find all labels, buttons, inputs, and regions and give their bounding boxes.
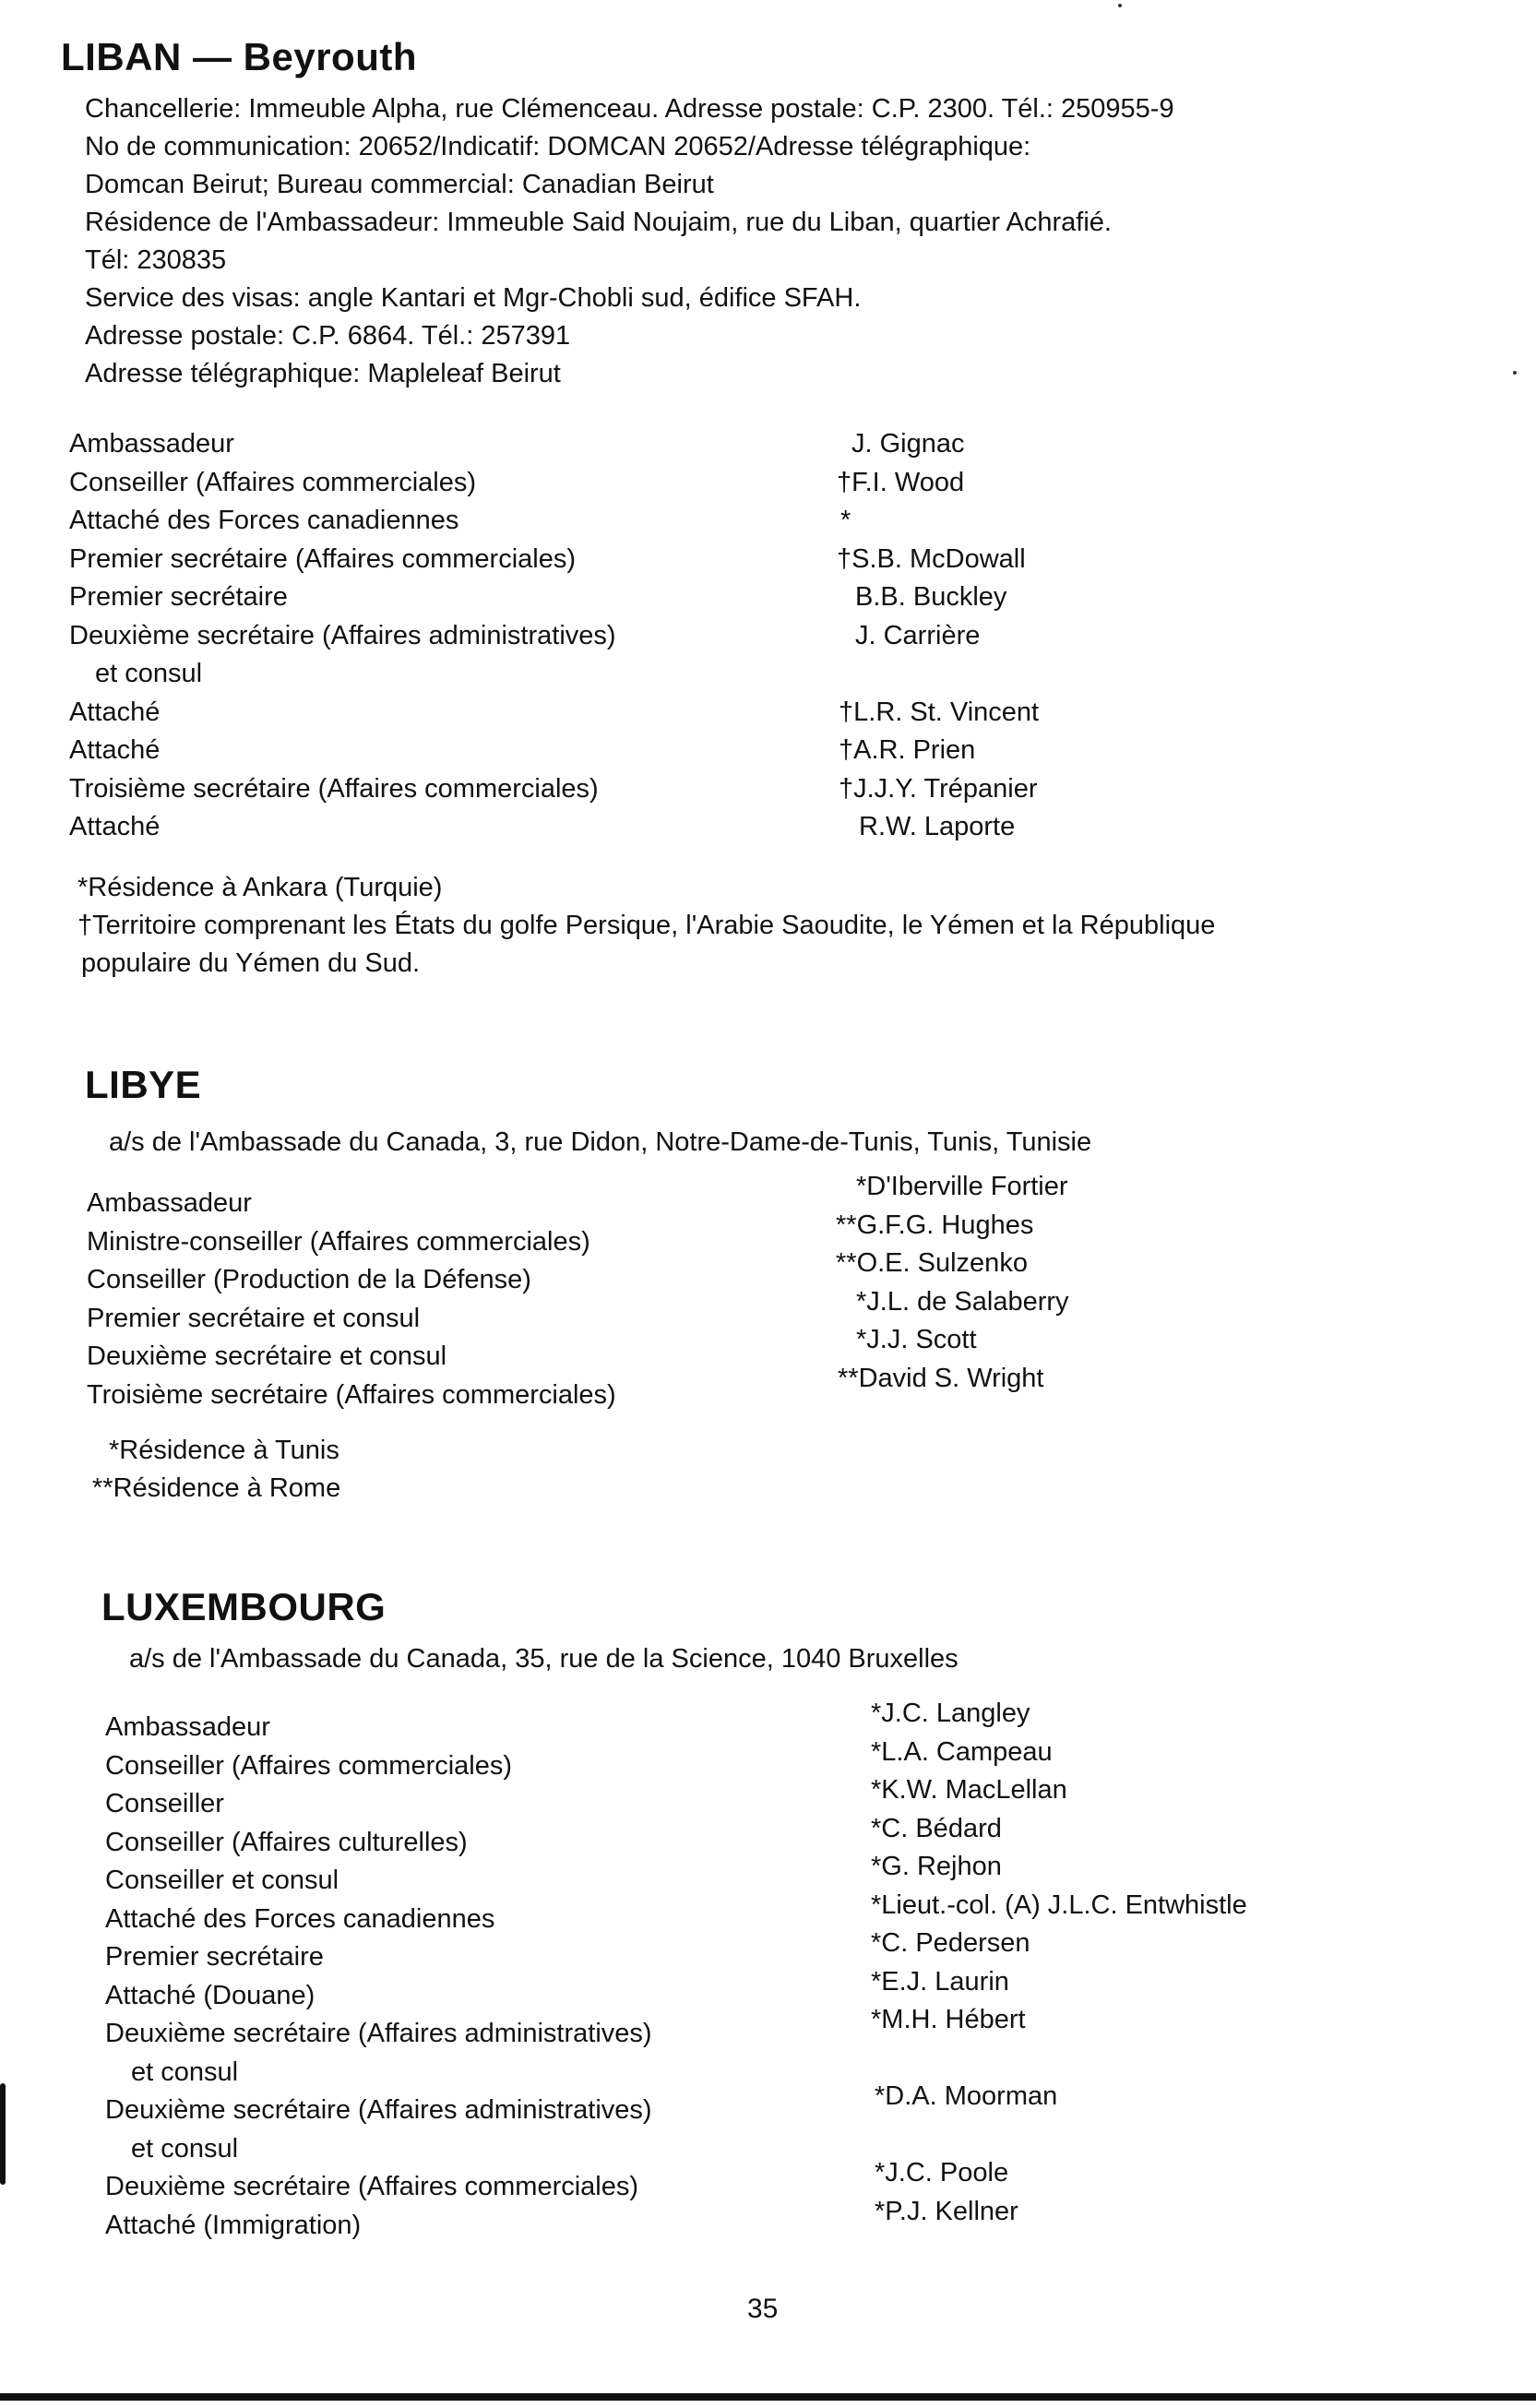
staff-name: †A.R. Prien bbox=[839, 735, 976, 765]
staff-name: *J.L. de Salaberry bbox=[856, 1286, 1069, 1317]
staff-title: Conseiller (Affaires culturelles) bbox=[105, 1827, 468, 1857]
staff-title: Attaché bbox=[69, 812, 161, 841]
staff-row bbox=[105, 1966, 1489, 2020]
staff-name: R.W. Laporte bbox=[859, 812, 1016, 841]
staff-name: *Lieut.-col. (A) J.L.C. Entwhistle bbox=[871, 1889, 1247, 1920]
staff-name: *M.H. Hébert bbox=[871, 2005, 1026, 2034]
staff-row bbox=[87, 1172, 1471, 1227]
staff-name: *E.J. Laurin bbox=[871, 1966, 1009, 1997]
staff-row bbox=[105, 1736, 1489, 1790]
staff-title: Attaché (Douane) bbox=[105, 1980, 316, 2010]
scan-edge-mark bbox=[0, 2083, 6, 2185]
section-heading-liban: LIBAN — Beyrouth bbox=[61, 35, 417, 78]
staff-row bbox=[87, 1210, 1471, 1266]
address-line: Adresse télégraphique: Mapleleaf Beirut bbox=[85, 359, 561, 388]
staff-row bbox=[105, 1699, 1489, 1751]
staff-name: * bbox=[840, 506, 851, 535]
staff-name: †L.R. St. Vincent bbox=[839, 697, 1040, 727]
staff-row bbox=[105, 2057, 1489, 2096]
staff-row bbox=[105, 1928, 1489, 1981]
staff-name: *P.J. Kellner bbox=[875, 2196, 1018, 2226]
staff-title: Premier secrétaire (Affaires commerciales) bbox=[69, 543, 576, 574]
staff-title: Deuxième secrétaire (Affaires administratives) bbox=[69, 620, 616, 650]
footnote: *Résidence à Ankara (Turquie) bbox=[77, 873, 443, 902]
staff-row bbox=[87, 1325, 1471, 1380]
staff-name: *G. Rejhon bbox=[871, 1852, 1002, 1881]
staff-name: *C. Pedersen bbox=[871, 1928, 1030, 1958]
staff-name: J. Gignac bbox=[851, 429, 965, 459]
address-line: Résidence de l'Ambassadeur: Immeuble Said Noujaim, rue du Liban, quartier Achrafié. bbox=[85, 208, 1112, 237]
staff-title: Deuxième secrétaire (Affaires administratives) bbox=[105, 2095, 652, 2125]
staff-name: *J.J. Scott bbox=[856, 1325, 977, 1354]
staff-title: Ministre-conseiller (Affaires commerciales) bbox=[87, 1226, 590, 1257]
staff-title: Premier secrétaire bbox=[105, 1942, 324, 1972]
staff-title: Attaché bbox=[69, 697, 161, 727]
staff-name: **G.F.G. Hughes bbox=[836, 1210, 1034, 1240]
address-line: Chancellerie: Immeuble Alpha, rue Clémenceau. Adresse postale: C.P. 2300. Tél.: 250955-9 bbox=[85, 94, 1174, 124]
footnote: **Résidence à Rome bbox=[92, 1473, 341, 1503]
staff-name: *J.C. Poole bbox=[875, 2158, 1009, 2187]
staff-row bbox=[69, 774, 1453, 813]
address-block-liban bbox=[85, 90, 1174, 393]
staff-title: Troisième secrétaire (Affaires commerciales) bbox=[69, 773, 599, 804]
staff-title: Conseiller et consul bbox=[105, 1866, 339, 1895]
staff-title: Conseiller (Affaires commerciales) bbox=[105, 1750, 513, 1781]
footnote: populaire du Yémen du Sud. bbox=[81, 948, 421, 978]
staff-list-libye bbox=[87, 1172, 1471, 1418]
footnotes-libye bbox=[92, 1432, 340, 1508]
staff-row bbox=[69, 506, 1453, 544]
staff-name: *D.A. Moorman bbox=[875, 2081, 1058, 2111]
staff-row bbox=[87, 1248, 1471, 1304]
staff-title: Attaché des Forces canadiennes bbox=[69, 506, 459, 535]
staff-title: et consul bbox=[131, 2056, 239, 2087]
staff-row bbox=[87, 1363, 1471, 1419]
staff-name: **David S. Wright bbox=[838, 1363, 1044, 1393]
staff-row bbox=[69, 735, 1453, 774]
staff-title: Attaché bbox=[69, 735, 161, 765]
staff-title: Conseiller (Affaires commerciales) bbox=[69, 467, 477, 497]
staff-title: Ambassadeur bbox=[69, 429, 234, 459]
footnote: †Territoire comprenant les États du golfe Persique, l'Arabie Saoudite, le Yémen et la République bbox=[77, 911, 1216, 940]
staff-list-liban bbox=[69, 429, 1453, 851]
address-line: a/s de l'Ambassade du Canada, 3, rue Didon, Notre-Dame-de-Tunis, Tunis, Tunisie bbox=[109, 1127, 1092, 1157]
staff-name: **O.E. Sulzenko bbox=[836, 1248, 1028, 1278]
address-line: Tél: 230835 bbox=[85, 245, 227, 275]
staff-title: Attaché des Forces canadiennes bbox=[105, 1903, 495, 1934]
address-block-luxembourg bbox=[129, 1640, 959, 1678]
staff-name: †F.I. Wood bbox=[837, 467, 965, 497]
section-heading-luxembourg: LUXEMBOURG bbox=[101, 1585, 387, 1628]
staff-row bbox=[69, 621, 1453, 660]
staff-name: †J.J.Y. Trépanier bbox=[839, 773, 1038, 804]
staff-title: Ambassadeur bbox=[105, 1712, 270, 1742]
address-line: a/s de l'Ambassade du Canada, 35, rue de la Science, 1040 Bruxelles bbox=[129, 1644, 959, 1674]
staff-title: Deuxième secrétaire et consul bbox=[87, 1341, 447, 1371]
staff-row bbox=[69, 697, 1453, 736]
staff-row bbox=[69, 582, 1453, 621]
staff-title: Premier secrétaire et consul bbox=[87, 1303, 421, 1333]
staff-title: Conseiller bbox=[105, 1789, 224, 1818]
staff-row bbox=[69, 812, 1453, 851]
staff-title: Conseiller (Production de la Défense) bbox=[87, 1265, 531, 1294]
address-line: No de communication: 20652/Indicatif: DOMCAN 20652/Adresse télégraphique: bbox=[85, 132, 1031, 161]
staff-name: B.B. Buckley bbox=[855, 582, 1007, 612]
address-block-libye bbox=[109, 1124, 1091, 1162]
staff-row bbox=[87, 1286, 1471, 1342]
staff-title: Premier secrétaire bbox=[69, 582, 288, 612]
address-line: Domcan Beirut; Bureau commercial: Canadian Beirut bbox=[85, 170, 714, 199]
staff-row bbox=[105, 2196, 1489, 2249]
staff-row bbox=[69, 544, 1453, 583]
staff-name: *C. Bédard bbox=[871, 1813, 1002, 1843]
staff-row bbox=[105, 1775, 1489, 1828]
footnote: *Résidence à Tunis bbox=[109, 1436, 339, 1465]
section-heading-libye: LIBYE bbox=[85, 1063, 202, 1106]
staff-title: Ambassadeur bbox=[87, 1188, 252, 1218]
staff-name: *D'Iberville Fortier bbox=[856, 1172, 1068, 1201]
staff-list-luxembourg bbox=[105, 1699, 1489, 2248]
scan-speck bbox=[1118, 4, 1122, 7]
staff-row bbox=[105, 2081, 1489, 2134]
staff-title: Troisième secrétaire (Affaires commerciales) bbox=[87, 1379, 616, 1410]
staff-row bbox=[105, 2158, 1489, 2211]
staff-title: Deuxième secrétaire (Affaires administratives) bbox=[105, 2019, 652, 2048]
staff-name: *J.C. Langley bbox=[871, 1699, 1030, 1728]
staff-name: †S.B. McDowall bbox=[837, 543, 1026, 574]
staff-row bbox=[105, 1813, 1489, 1866]
address-line: Service des visas: angle Kantari et Mgr-Chobli sud, édifice SFAH. bbox=[85, 283, 862, 313]
staff-row bbox=[105, 2005, 1489, 2057]
staff-title: Deuxième secrétaire (Affaires commerciales) bbox=[105, 2172, 639, 2201]
staff-title: et consul bbox=[131, 2133, 239, 2164]
address-line: Adresse postale: C.P. 6864. Tél.: 257391 bbox=[85, 321, 571, 351]
staff-name: J. Carrière bbox=[855, 620, 981, 650]
scan-speck bbox=[1513, 371, 1517, 375]
staff-name: *L.A. Campeau bbox=[871, 1736, 1053, 1767]
staff-title: et consul bbox=[95, 659, 203, 688]
staff-row bbox=[105, 1852, 1489, 1904]
staff-row bbox=[105, 1889, 1489, 1943]
staff-row bbox=[69, 429, 1453, 468]
staff-row bbox=[69, 659, 1453, 697]
staff-row bbox=[69, 468, 1453, 507]
staff-name: *K.W. MacLellan bbox=[871, 1775, 1067, 1805]
footnotes-liban bbox=[77, 869, 1215, 983]
staff-row bbox=[105, 2134, 1489, 2173]
scan-edge-rule bbox=[0, 2393, 1536, 2401]
page-number: 35 bbox=[747, 2294, 779, 2324]
staff-title: Attaché (Immigration) bbox=[105, 2210, 362, 2240]
